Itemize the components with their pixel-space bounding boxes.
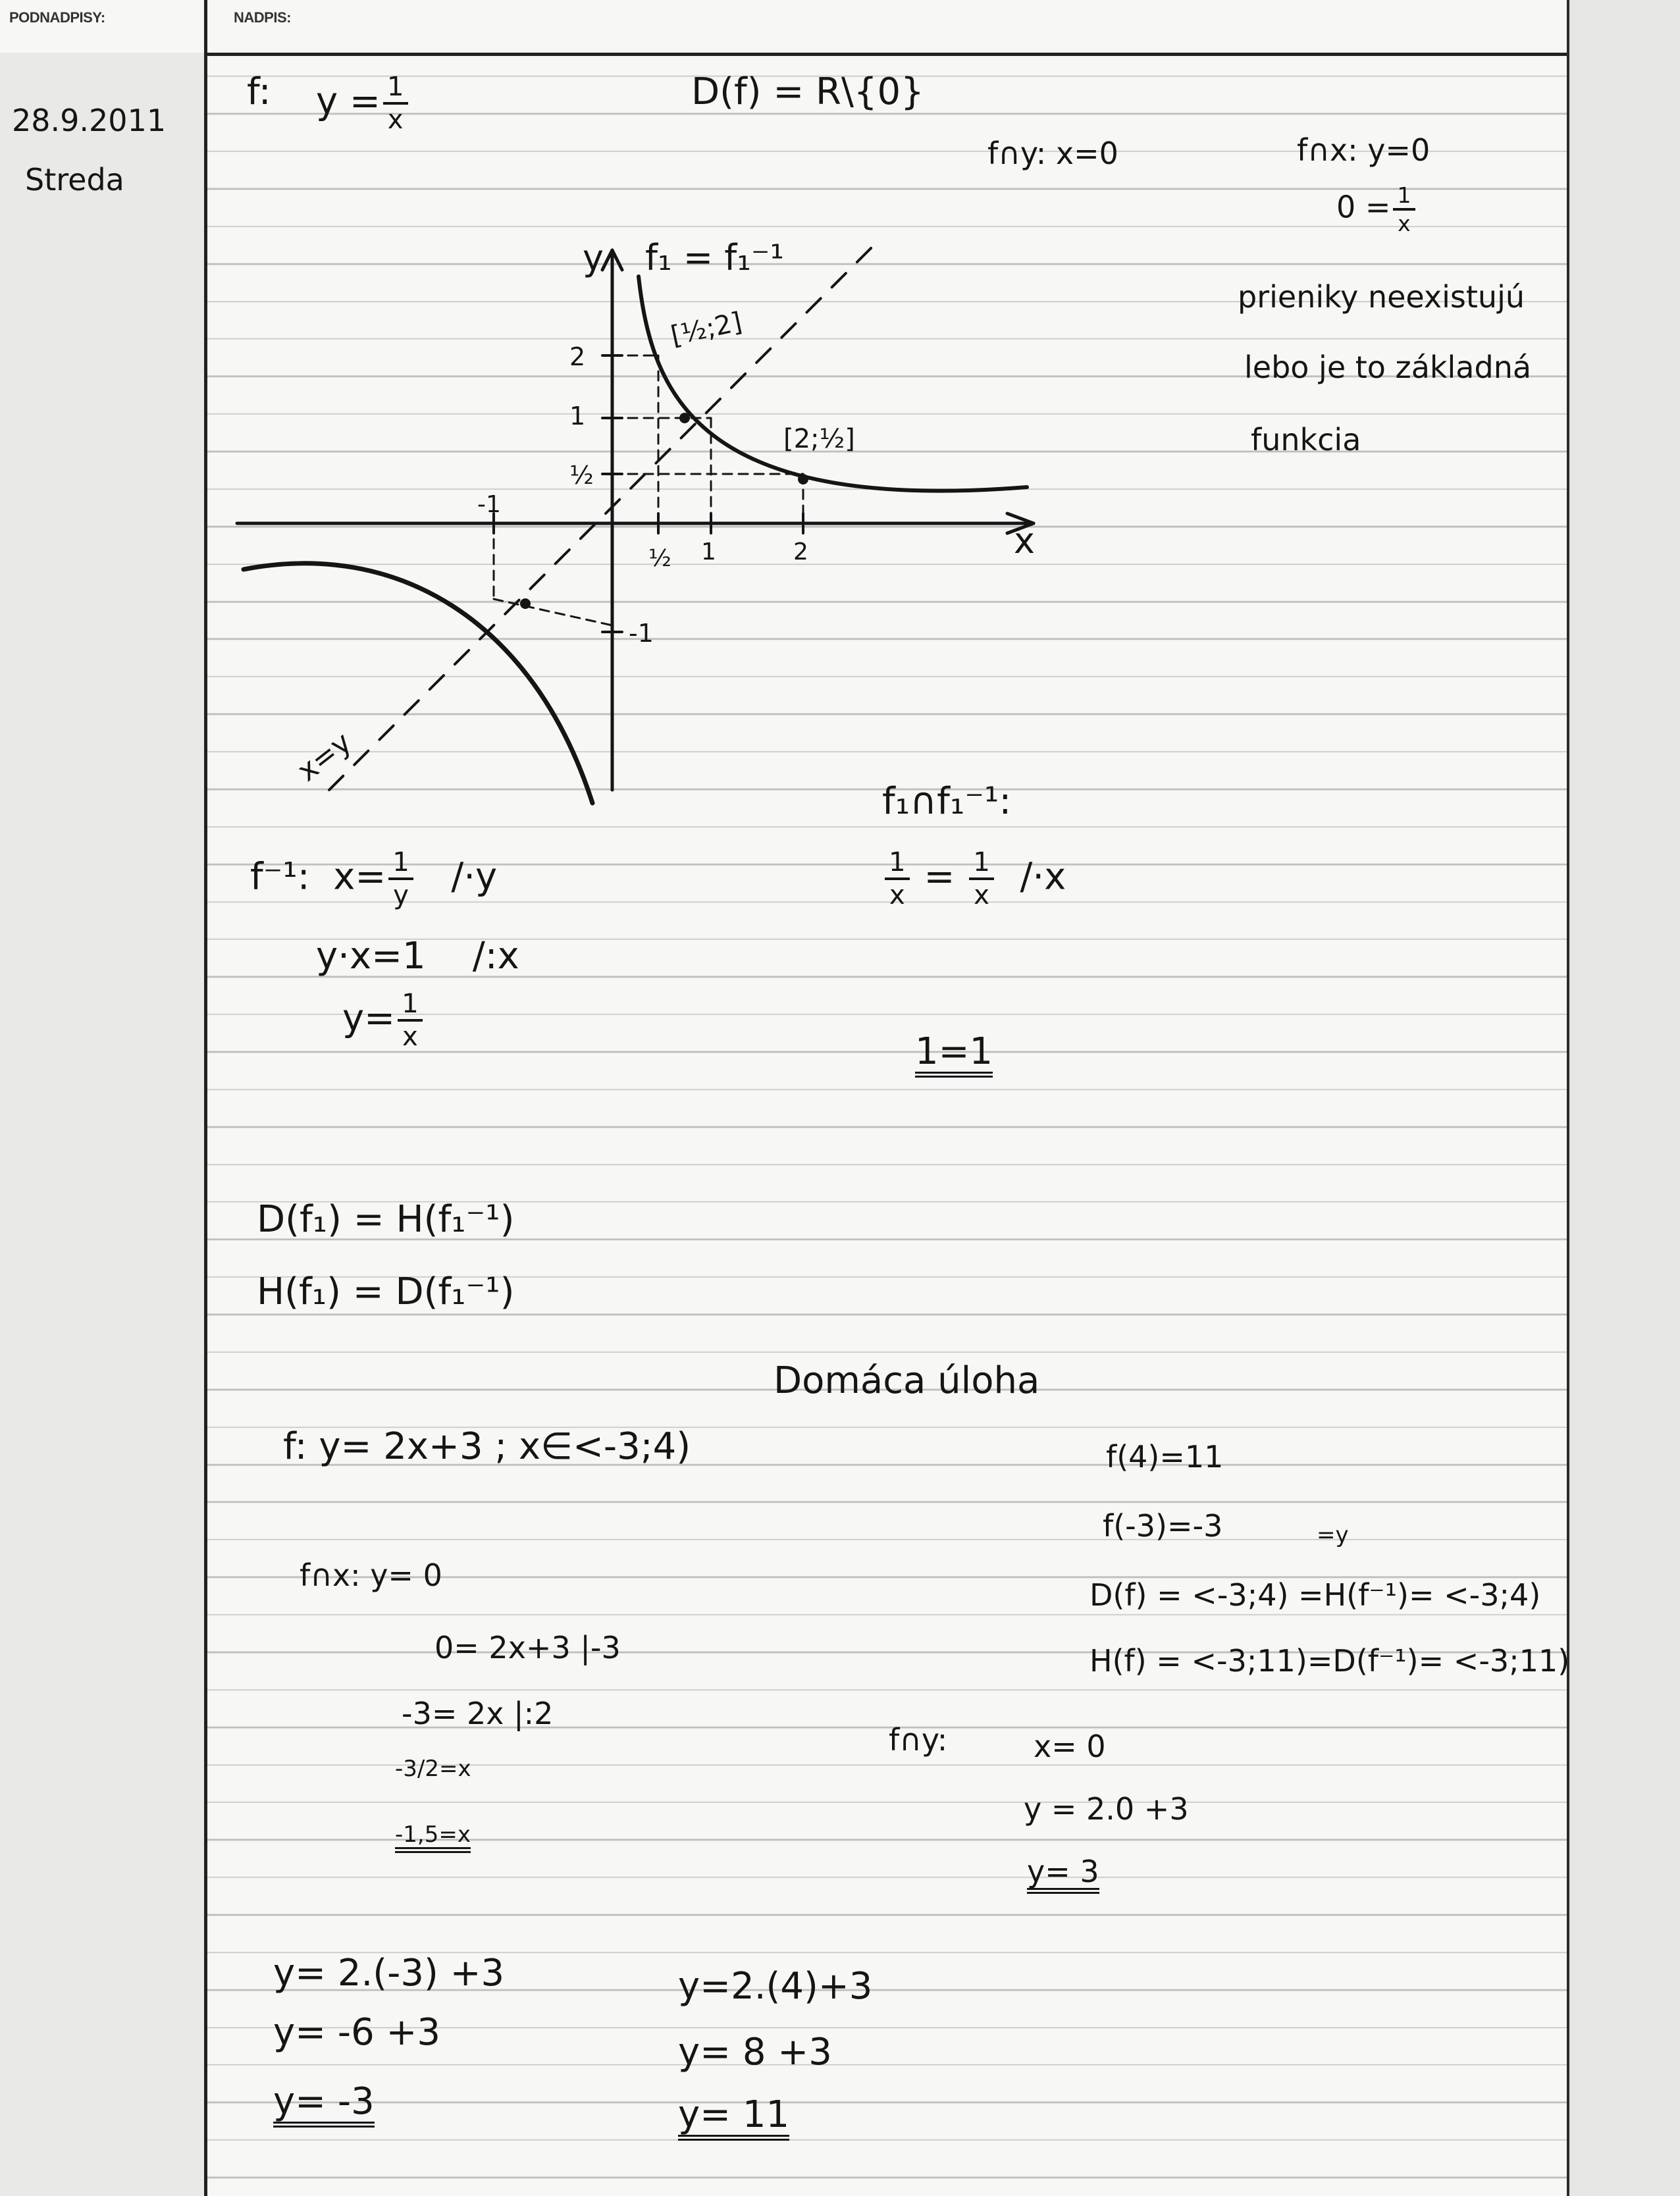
note-line-1: prieniky neexistujú [1238,279,1525,315]
homework-function: f: y= 2x+3 ; x∈<-3;4) [283,1425,691,1468]
y-axis-label: y [583,237,604,278]
intersection-x-axis: f∩x: y=0 [1297,132,1431,168]
hw-calc2-line3: y= 11 [678,2097,789,2141]
hw-fy-line2: y = 2.0 +3 [1024,1791,1189,1827]
tick-y-half: ½ [569,461,594,490]
header-bar [0,0,1567,56]
tick-y-2: 2 [569,342,586,371]
hw-fx-title: f∩x: y= 0 [300,1557,442,1593]
margin-column [0,53,207,2196]
hw-fy-title: f∩y: [889,1722,948,1758]
intersection-point-negative [520,598,531,609]
hw-f4: f(4)=11 [1106,1439,1224,1475]
header-separator [204,0,207,53]
hw-domain: D(f) = <-3;4) =H(f⁻¹)= <-3;4) [1089,1577,1541,1613]
intersection-equation: $\frac{1}{x}$ = $\frac{1}{x}$ /·x [882,849,1066,909]
domain-relation-2: H(f₁) = D(f₁⁻¹) [257,1270,515,1313]
hyperbola-branch-positive [639,276,1027,491]
subheadings-label: PODNADPISY: [9,9,105,26]
tick-y-1: 1 [569,402,586,431]
date: 28.9.2011 [12,103,167,138]
weekday: Streda [25,162,124,197]
x-axis-label: x [1014,520,1035,562]
inverse-line-1: f⁻¹: x= $\frac{1}{y}$ /·y [250,847,498,911]
hw-range: H(f) = <-3;11)=D(f⁻¹)= <-3;11) [1089,1643,1570,1679]
intersection-x-equation: 0 = $\frac{1}{x}$ [1336,184,1418,234]
function-prefix: f: [247,70,271,113]
tick-y-neg1: -1 [629,619,654,648]
function-definition: y = $\frac{1}{x}$ [316,74,411,134]
point-b-label: [2;½] [783,424,855,454]
line-label: x=y [291,725,358,789]
hw-calc1-line3: y= -3 [273,2083,375,2128]
line-x-equals-y [329,237,882,790]
hw-fneg3-note: =y [1317,1522,1349,1548]
intersection-result: 1=1 [915,1033,993,1078]
note-line-3: funkcia [1251,422,1361,458]
tick-x-2: 2 [793,538,808,565]
hw-calc2-line2: y= 8 +3 [678,2031,832,2074]
hw-fy-line3: y= 3 [1027,1856,1099,1894]
note-line-2: lebo je to základná [1244,350,1532,385]
curve-label: f₁ = f₁⁻¹ [645,237,785,278]
hw-fx-line3: -3= 2x |:2 [402,1696,554,1731]
hw-calc1-line1: y= 2.(-3) +3 [273,1952,505,1995]
function-domain: D(f) = R\{0} [691,70,924,113]
hw-fx-line5: -1,5=x [395,1823,471,1853]
hw-fx-line4: -3/2=x [395,1756,471,1782]
homework-title: Domáca úloha [774,1359,1040,1402]
tick-x-half: ½ [648,545,671,572]
hw-calc1-line2: y= -6 +3 [273,2011,441,2054]
hw-fx-line2: 0= 2x+3 |-3 [434,1630,621,1665]
intersection-point [679,413,690,423]
point-b [798,474,808,484]
intersection-title: f₁∩f₁⁻¹: [882,780,1012,823]
point-a-label: [½;2] [668,307,745,352]
title-label: NADPIS: [234,9,291,26]
hw-fy-line1: x= 0 [1034,1729,1106,1764]
page-edge [1569,0,1680,2196]
tick-x-neg1: -1 [477,491,501,518]
hw-calc2-line1: y=2.(4)+3 [678,1965,873,2008]
intersection-y-axis: f∩y: x=0 [987,136,1118,171]
inverse-line-3: y= $\frac{1}{x}$ [342,991,425,1051]
domain-relation-1: D(f₁) = H(f₁⁻¹) [257,1198,515,1241]
inverse-line-2: y·x=1 /:x [316,935,519,978]
hyperbola-graph [224,197,1080,823]
tick-x-1: 1 [701,538,716,565]
hw-fneg3: f(-3)=-3 [1103,1508,1223,1544]
